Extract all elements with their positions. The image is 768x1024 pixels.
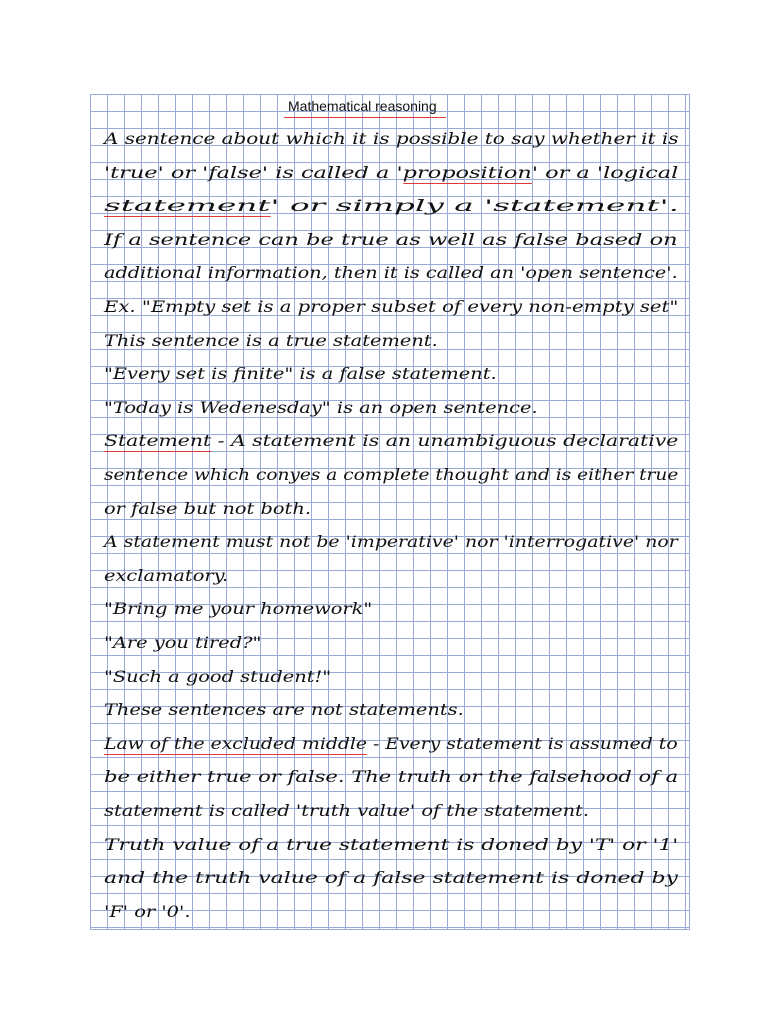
note-line [104,259,678,287]
note-line [104,629,261,657]
note-line [104,730,678,758]
note-line [104,528,678,556]
note-text: "Are you tired?" [104,634,262,652]
note-text: 'F' or '0'. [104,902,191,921]
note-text: This sentence is a true statement. [104,331,438,350]
note-text: statement is called 'truth value' of the statement. [104,802,589,820]
note-text: and the truth value of a false statement is doned by [104,869,678,888]
note-line [104,696,464,724]
note-text: "Such a good student!" [104,667,332,686]
note-text: If a sentence can be true as well as false based on [104,230,678,249]
note-text: or false but not both. [104,499,311,518]
note-line [104,192,679,220]
note-line [104,394,538,422]
note-line [104,797,589,825]
note-line [104,831,678,859]
highlighted-term: proposition [402,163,532,182]
note-text: "Bring me your homework" [104,600,373,619]
highlighted-term: Statement [104,432,212,451]
note-text: be either true or false. The truth or the falsehood of a [104,768,679,787]
highlighted-term: Law of the excluded middle [104,734,367,753]
note-line [104,595,372,623]
note-line [104,495,311,523]
title-underline [284,117,446,118]
note-text: These sentences are not statements. [104,701,464,720]
note-line [104,427,678,455]
note-line [104,562,228,590]
note-text: Ex. "Empty set is a proper subset of every non-empty set" [104,298,679,316]
note-text: - A statement is an unambiguous declarative [211,432,679,451]
note-text: Truth value of a true statement is doned by 'T' or '1' [104,835,679,854]
note-line [104,159,678,187]
highlighted-term: statement [104,197,271,216]
note-text: additional information, then it is called an 'open sentence'. [104,264,678,283]
note-line [104,461,678,489]
note-line [104,763,678,791]
note-line [104,125,679,153]
note-line [104,327,438,355]
note-text: 'true' or 'false' is called a ' [104,163,403,182]
note-text: "Today is Wedenesday" is an open sentence. [104,398,538,417]
note-line [104,293,678,321]
note-line [104,663,331,691]
note-text: ' or simply a 'statement'. [270,197,680,216]
note-text: "Every set is finite" is a false statement. [104,365,497,384]
note-text: - Every statement is assumed to [366,734,678,753]
note-text: sentence which conyes a complete thought and is either true [104,466,679,484]
note-text: ' or a 'logical [531,163,679,182]
note-line [104,898,190,926]
note-line [104,360,497,388]
note-line [104,864,678,892]
note-text: exclamatory. [104,566,229,585]
note-text: A sentence about which it is possible to say whether it is [104,130,679,148]
page-title: Mathematical reasoning [288,98,437,114]
note-line [104,226,678,254]
note-text: A statement must not be 'imperative' nor 'interrogative' nor [104,533,678,552]
